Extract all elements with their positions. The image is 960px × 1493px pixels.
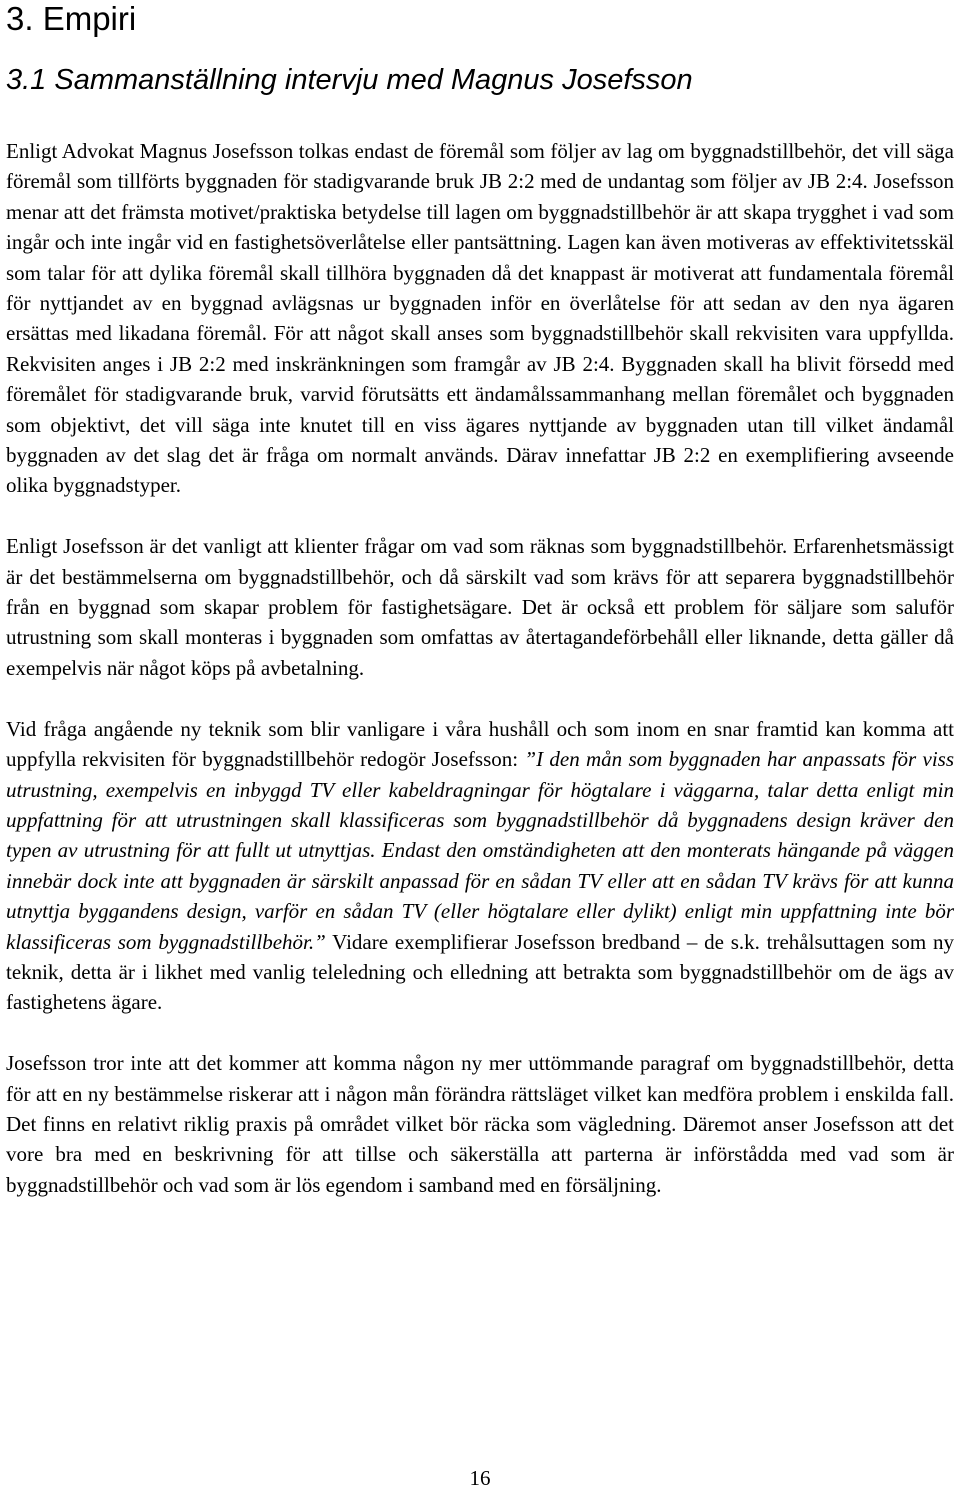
interview-quote: ”I den mån som byggnaden har anpassats för viss utrustning, exempelvis en inbyggd TV eller kabeldragningar för högtalare i väggarna, talar detta enligt min uppfattning för att utrustningen skall klassificeras som byggnadstillbehör då byggnadens design kräver den typen av utrustning för att fullt ut utnyttjas. Endast den omständigheten att den monterats hängande på väggen innebär dock inte att byggnaden är särskilt anpassad för en sådan TV eller att en sådan TV krävs för att kunna utnyttja byggandens design, varför en sådan TV (eller högtalare eller dylikt) enligt min uppfattning inte bör klassificeras som byggnadstillbehör.” [6,747,955,954]
paragraph-3-intro: Vid fråga angående ny teknik som blir vanligare i våra hushåll och som inom en snar framtid kan komma att uppfylla rekvisiten för byggnadstillbehör redogör Josefsson: [6,716,954,772]
page-number: 16 [469,1466,491,1490]
paragraph-4: Josefsson tror inte att det kommer att komma någon ny mer uttömmande paragraf om byggnadstillbehör, detta för att en ny bestämmelse riskerar att i någon mån förändra rättsläget vilket kan medföra problem i enskilda fall. Det finns en relativt riklig praxis på området vilket bör räcka som vägledning. Däremot anser Josefsson att det vore bra med en beskrivning för att tillse och säkerställa att parterna är införstådda med vad som är byggnadstillbehör och vad som är lös egendom i samband med en försäljning. [6,1051,954,1197]
paragraph-3-continuation: Vidare exemplifierar Josefsson bredband – de s.k. trehålsuttagen som ny teknik, detta är i likhet med vanlig teleledning och elledning att betrakta som byggnadstillbehör om de ägs av fastighetens ägare. [6,929,954,1015]
paragraph-1: Enligt Advokat Magnus Josefsson tolkas endast de föremål som följer av lag om byggnadstillbehör, det vill säga föremål som tillförts byggnaden för stadigvarande bruk JB 2:2 med de undantag som följer av JB 2:4. Josefsson menar att det främsta motivet/praktiska betydelse till lagen om byggnadstillbehör är att skapa trygghet i vad som ingår och inte ingår vid en fastighetsöverlåtelse eller pantsättning. Lagen kan även motiveras av effektivitetsskäl som talar för att dylika föremål skall tillhöra byggnaden då det knappast är motiverat att fundamentala föremål för nyttjandet av en byggnad avlägsnas ur byggnaden inför en överlåtelse för att sedan av den nya ägaren ersättas med likadana föremål. För att något skall anses som byggnadstillbehör skall rekvisiten vara uppfyllda. Rekvisiten anges i JB 2:2 med inskränkningen som framgår av JB 2:4. Byggnaden skall ha blivit försedd med föremålet för stadigvarande bruk, varvid förutsätts ett ändamålssammanhang mellan föremålet och byggnaden som objektivt, det vill säga inte knutet till en viss ägares nyttjande av byggnaden utan till vilket ändamål byggnaden av det slag det är fråga om normalt används. Därav innefattar JB 2:2 en exemplifiering avseende olika byggnadstyper. [6,139,954,498]
paragraph-3 [6,714,954,1018]
document-body [6,136,954,1200]
document-page [6,0,954,1200]
chapter-title: 3. Empiri [6,0,137,37]
paragraph-2: Enligt Josefsson är det vanligt att klienter frågar om vad som räknas som byggnadstillbehör. Erfarenhetsmässigt är det bestämmelserna om byggnadstillbehör, och då särskilt vad som krävs för att separera byggnadstillbehör från en byggnad som skapar problem för fastighetsägare. Det är också ett problem för säljare som saluför utrustning som skall monteras i byggnaden som omfattas av återtagandeförbehåll eller liknande, detta gäller då exempelvis när något köps på avbetalning. [6,534,954,680]
section-title: 3.1 Sammanställning intervju med Magnus Josefsson [6,64,693,96]
